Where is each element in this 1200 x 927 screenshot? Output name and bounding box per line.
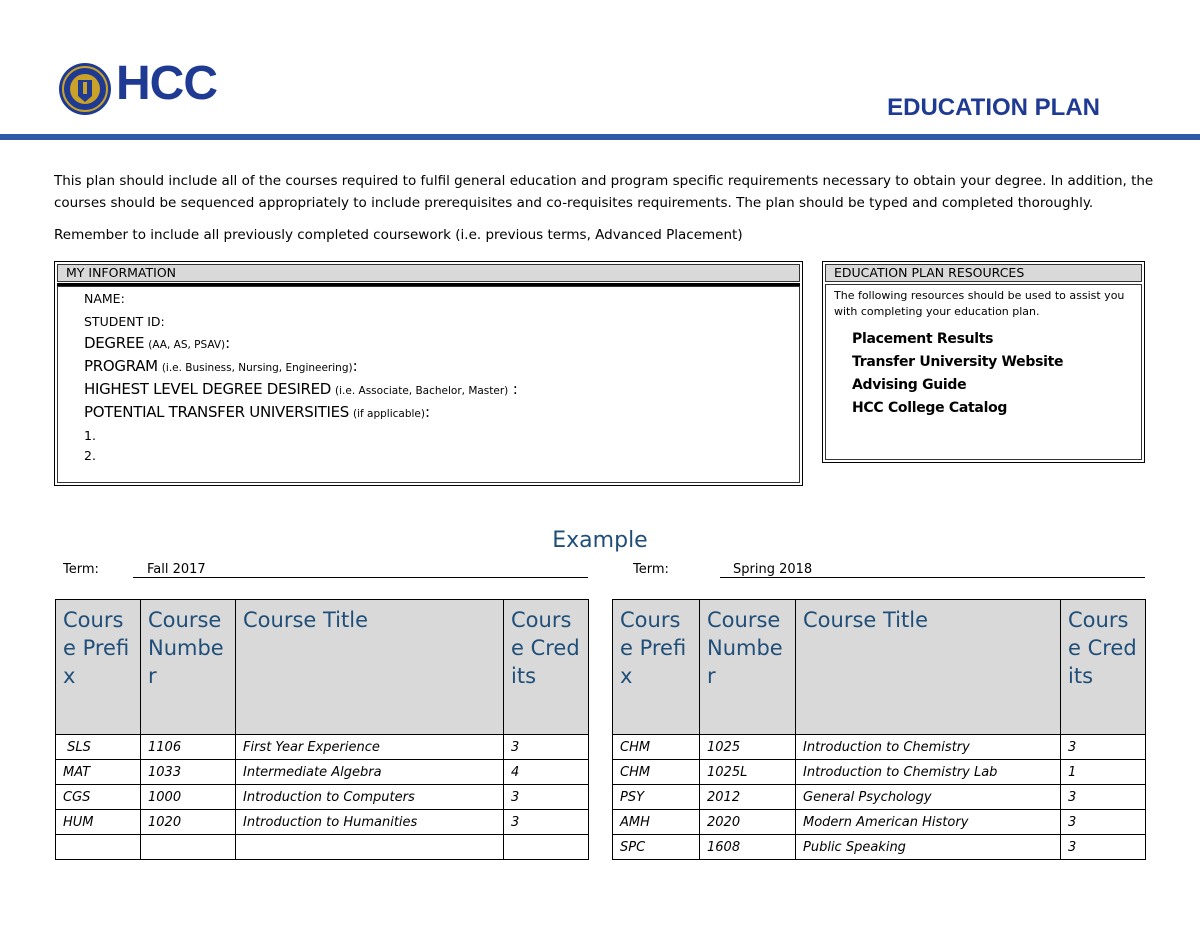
column-header-prefix: Course Prefix — [56, 600, 141, 735]
cell-credits[interactable] — [504, 835, 589, 860]
degree-note: (AA, AS, PSAV) — [148, 339, 226, 351]
logo-text: HCC — [116, 57, 217, 110]
degree-label: DEGREE — [84, 334, 145, 352]
resource-item: Advising Guide — [852, 377, 967, 393]
cell-number: 1106 — [141, 735, 236, 760]
left-term-underline — [133, 577, 588, 578]
cell-credits: 3 — [1061, 835, 1146, 860]
cell-credits: 1 — [1061, 760, 1146, 785]
right-term-label: Term: — [633, 562, 669, 577]
cell-credits: 4 — [504, 760, 589, 785]
resources-header: EDUCATION PLAN RESOURCES — [825, 264, 1142, 282]
student-id-field[interactable]: STUDENT ID: — [84, 314, 165, 329]
highest-degree-colon: : — [508, 380, 518, 398]
cell-title: First Year Experience — [236, 735, 504, 760]
table-row — [56, 835, 589, 860]
transfer-universities-field[interactable] — [84, 403, 430, 421]
transfer-colon: : — [424, 403, 430, 421]
remember-note: Remember to include all previously completed coursework (i.e. previous terms, Advanced Placement) — [54, 227, 743, 243]
resource-item: Transfer University Website — [852, 354, 1064, 370]
right-term-value: Spring 2018 — [733, 562, 813, 577]
table-header-row — [56, 600, 589, 735]
cell-prefix: CHM — [613, 760, 700, 785]
table-row — [56, 810, 589, 835]
transfer-item-1[interactable]: 1. — [84, 428, 96, 443]
degree-field[interactable] — [84, 334, 230, 352]
page-title: EDUCATION PLAN — [887, 94, 1100, 121]
cell-title: Introduction to Computers — [236, 785, 504, 810]
column-header-credits: Course Credits — [1061, 600, 1146, 735]
college-seal-icon — [58, 62, 112, 116]
cell-title: General Psychology — [796, 785, 1061, 810]
cell-title: Intermediate Algebra — [236, 760, 504, 785]
table-row — [613, 810, 1146, 835]
resources-box — [822, 261, 1145, 463]
cell-credits: 3 — [504, 810, 589, 835]
cell-title[interactable] — [236, 835, 504, 860]
column-header-number: Course Number — [700, 600, 796, 735]
cell-number: 1025L — [700, 760, 796, 785]
program-colon: : — [352, 357, 358, 375]
cell-number: 2020 — [700, 810, 796, 835]
table-row — [56, 785, 589, 810]
cell-title: Introduction to Chemistry — [796, 735, 1061, 760]
transfer-item-2[interactable]: 2. — [84, 448, 96, 463]
resources-description: The following resources should be used to assist you with completing your education plan. — [834, 289, 1125, 318]
cell-prefix: SLS — [56, 735, 141, 760]
header-divider — [0, 134, 1200, 140]
my-information-body — [57, 286, 800, 483]
cell-title: Introduction to Chemistry Lab — [796, 760, 1061, 785]
column-header-title: Course Title — [796, 600, 1061, 735]
program-note: (i.e. Business, Nursing, Engineering) — [161, 362, 353, 374]
cell-number: 2012 — [700, 785, 796, 810]
resource-item: Placement Results — [852, 331, 994, 347]
cell-prefix: PSY — [613, 785, 700, 810]
my-information-header: MY INFORMATION — [57, 264, 800, 282]
table-row — [613, 760, 1146, 785]
cell-credits: 3 — [1061, 735, 1146, 760]
table-row — [613, 785, 1146, 810]
cell-title: Introduction to Humanities — [236, 810, 504, 835]
cell-credits: 3 — [504, 735, 589, 760]
cell-prefix: CHM — [613, 735, 700, 760]
table-header-row — [613, 600, 1146, 735]
intro-paragraph: This plan should include all of the courses required to fulfil general education and program specific requirements necessary to obtain your degree. In addition, the courses should be sequenced appropriately to include prerequisites and co-requisites requirements. The plan should be typed and completed thoroughly. — [54, 173, 1154, 211]
highest-degree-label: HIGHEST LEVEL DEGREE DESIRED — [84, 380, 332, 398]
transfer-universities-label: POTENTIAL TRANSFER UNIVERSITIES — [84, 403, 349, 421]
table-row — [613, 735, 1146, 760]
cell-number[interactable] — [141, 835, 236, 860]
cell-number: 1000 — [141, 785, 236, 810]
cell-prefix: SPC — [613, 835, 700, 860]
column-header-prefix: Course Prefix — [613, 600, 700, 735]
cell-credits: 3 — [1061, 785, 1146, 810]
table-row — [56, 760, 589, 785]
cell-prefix: MAT — [56, 760, 141, 785]
cell-number: 1608 — [700, 835, 796, 860]
transfer-universities-note: (if applicable) — [352, 408, 425, 420]
cell-number: 1020 — [141, 810, 236, 835]
highest-degree-field[interactable] — [84, 380, 518, 398]
cell-prefix: HUM — [56, 810, 141, 835]
cell-prefix: CGS — [56, 785, 141, 810]
right-course-table — [612, 599, 1146, 860]
table-row — [613, 835, 1146, 860]
cell-number: 1025 — [700, 735, 796, 760]
left-term-value: Fall 2017 — [147, 562, 206, 577]
cell-credits: 3 — [504, 785, 589, 810]
highest-degree-note: (i.e. Associate, Bachelor, Master) — [335, 385, 509, 397]
degree-colon: : — [225, 334, 230, 352]
cell-number: 1033 — [141, 760, 236, 785]
cell-prefix: AMH — [613, 810, 700, 835]
cell-title: Modern American History — [796, 810, 1061, 835]
example-heading: Example — [552, 528, 648, 553]
table-row — [56, 735, 589, 760]
hcc-logo — [58, 57, 228, 118]
my-information-box — [54, 261, 803, 486]
cell-credits: 3 — [1061, 810, 1146, 835]
left-term-label: Term: — [63, 562, 99, 577]
program-label: PROGRAM — [84, 357, 158, 375]
cell-title: Public Speaking — [796, 835, 1061, 860]
column-header-number: Course Number — [141, 600, 236, 735]
column-header-credits: Course Credits — [504, 600, 589, 735]
resources-body — [825, 284, 1142, 460]
cell-prefix[interactable] — [56, 835, 141, 860]
column-header-title: Course Title — [236, 600, 504, 735]
left-course-table — [55, 599, 589, 860]
resource-item: HCC College Catalog — [852, 400, 1008, 416]
right-term-underline — [720, 577, 1145, 578]
program-field[interactable] — [84, 357, 357, 375]
name-field[interactable]: NAME: — [84, 291, 125, 306]
